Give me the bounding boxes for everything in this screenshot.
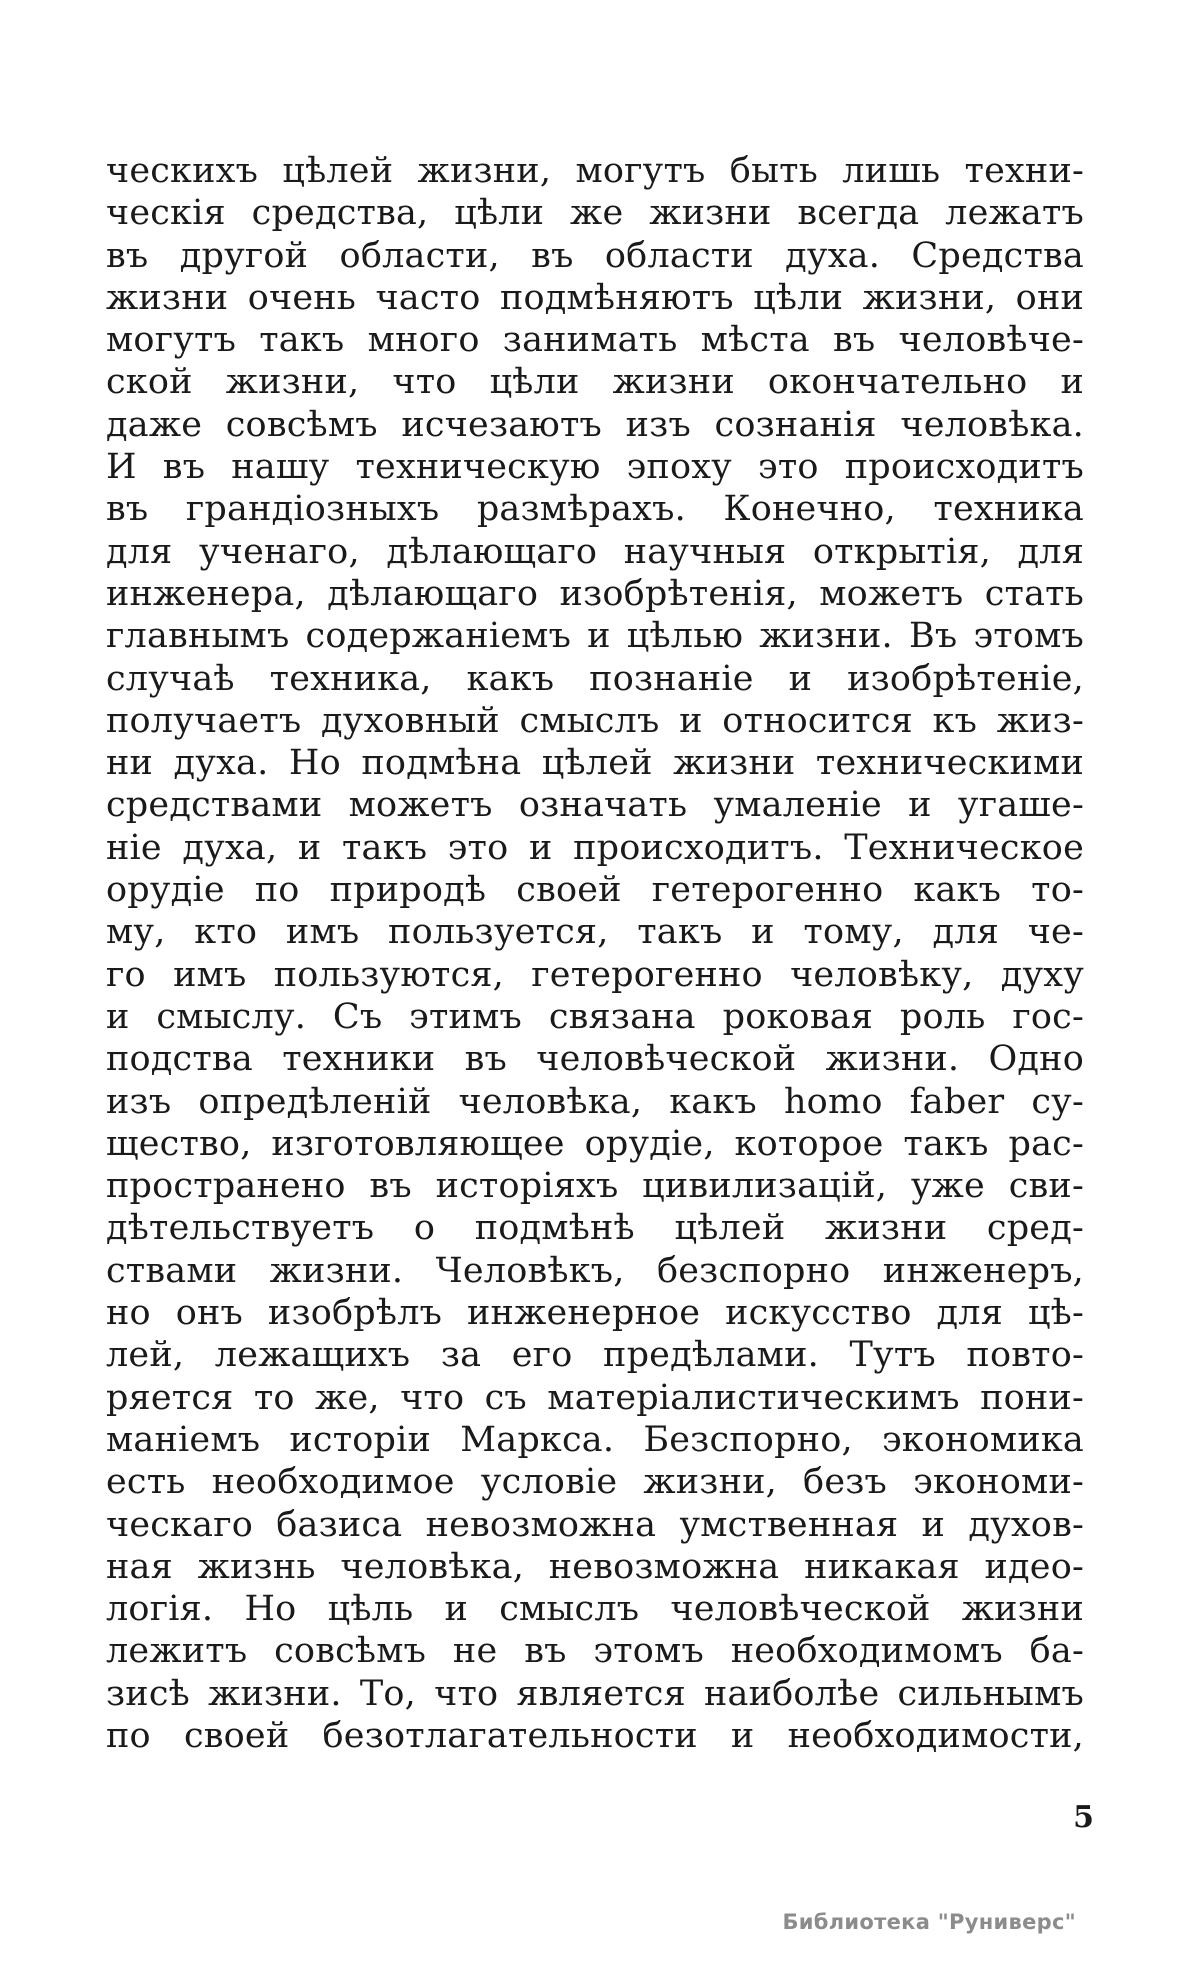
text-line: и смыслу. Съ этимъ связана роковая роль гос- <box>106 996 1084 1037</box>
text-line: изъ опредѣленій человѣка, какъ homo faber су- <box>106 1081 1084 1122</box>
text-line: жизни очень часто подмѣняютъ цѣли жизни, они <box>106 277 1084 318</box>
page-number: 5 <box>1073 1800 1094 1835</box>
text-line: маніемъ исторіи Маркса. Безспорно, экономика <box>106 1419 1084 1460</box>
body-text <box>106 150 1084 1757</box>
text-line: средствами можетъ означать умаленіе и угаше- <box>106 785 1084 826</box>
library-watermark: Библиотека "Руниверс" <box>782 1910 1076 1934</box>
text-line: но онъ изобрѣлъ инженерное искусство для цѣ- <box>106 1293 1084 1334</box>
text-line: ствами жизни. Человѣкъ, безспорно инженеръ, <box>106 1250 1084 1291</box>
text-line: дѣтельствуетъ о подмѣнѣ цѣлей жизни сред- <box>106 1208 1084 1249</box>
text-line: есть необходимое условіе жизни, безъ экономи- <box>106 1462 1084 1503</box>
text-line: даже совсѣмъ исчезаютъ изъ сознанія человѣка. <box>106 404 1084 445</box>
text-line: И въ нашу техническую эпоху это происходитъ <box>106 447 1084 488</box>
text-line: лежитъ совсѣмъ не въ этомъ необходимомъ ба- <box>106 1631 1084 1672</box>
text-line: го имъ пользуются, гетерогенно человѣку, духу <box>106 954 1084 995</box>
text-line: подства техники въ человѣческой жизни. Одно <box>106 1039 1084 1080</box>
text-line: получаетъ духовный смыслъ и относится къ жиз- <box>106 700 1084 741</box>
text-line: могутъ такъ много занимать мѣста въ человѣче- <box>106 320 1084 361</box>
text-line: ніе духа, и такъ это и происходитъ. Техническое <box>106 827 1084 868</box>
text-line: пространено въ исторіяхъ цивилизацій, уже сви- <box>106 1166 1084 1207</box>
text-line: лей, лежащихъ за его предѣлами. Тутъ повто- <box>106 1335 1084 1376</box>
text-line: ской жизни, что цѣли жизни окончательно и <box>106 362 1084 403</box>
text-line: инженера, дѣлающаго изобрѣтенія, можетъ стать <box>106 573 1084 614</box>
text-line: въ грандіозныхъ размѣрахъ. Конечно, техника <box>106 489 1084 530</box>
text-line: главнымъ содержаніемъ и цѣлью жизни. Въ этомъ <box>106 616 1084 657</box>
text-line: ческихъ цѣлей жизни, могутъ быть лишь техни- <box>106 151 1084 191</box>
text-line: му, кто имъ пользуется, такъ и тому, для че- <box>106 912 1084 953</box>
text-line: ная жизнь человѣка, невозможна никакая идео- <box>106 1546 1084 1587</box>
text-line: орудіе по природѣ своей гетерогенно какъ то- <box>106 870 1084 911</box>
text-line: щество, изготовляющее орудіе, которое такъ рас- <box>106 1123 1084 1164</box>
text-line: ни духа. Но подмѣна цѣлей жизни техническими <box>106 743 1084 784</box>
text-line: зисѣ жизни. То, что является наиболѣе сильнымъ <box>106 1673 1084 1714</box>
text-line: для ученаго, дѣлающаго научныя открытія, для <box>106 531 1084 572</box>
text-line: въ другой области, въ области духа. Средства <box>106 235 1084 276</box>
text-line: логія. Но цѣль и смыслъ человѣческой жизни <box>106 1589 1084 1630</box>
text-line: по своей безотлагательности и необходимости, <box>106 1715 1084 1756</box>
text-line: ческія средства, цѣли же жизни всегда лежатъ <box>106 193 1084 234</box>
text-line: случаѣ техника, какъ познаніе и изобрѣтеніе, <box>106 658 1084 699</box>
text-line: ческаго базиса невозможна умственная и духов- <box>106 1504 1084 1545</box>
text-line: ряется то же, что съ матеріалистическимъ пони- <box>106 1377 1084 1418</box>
